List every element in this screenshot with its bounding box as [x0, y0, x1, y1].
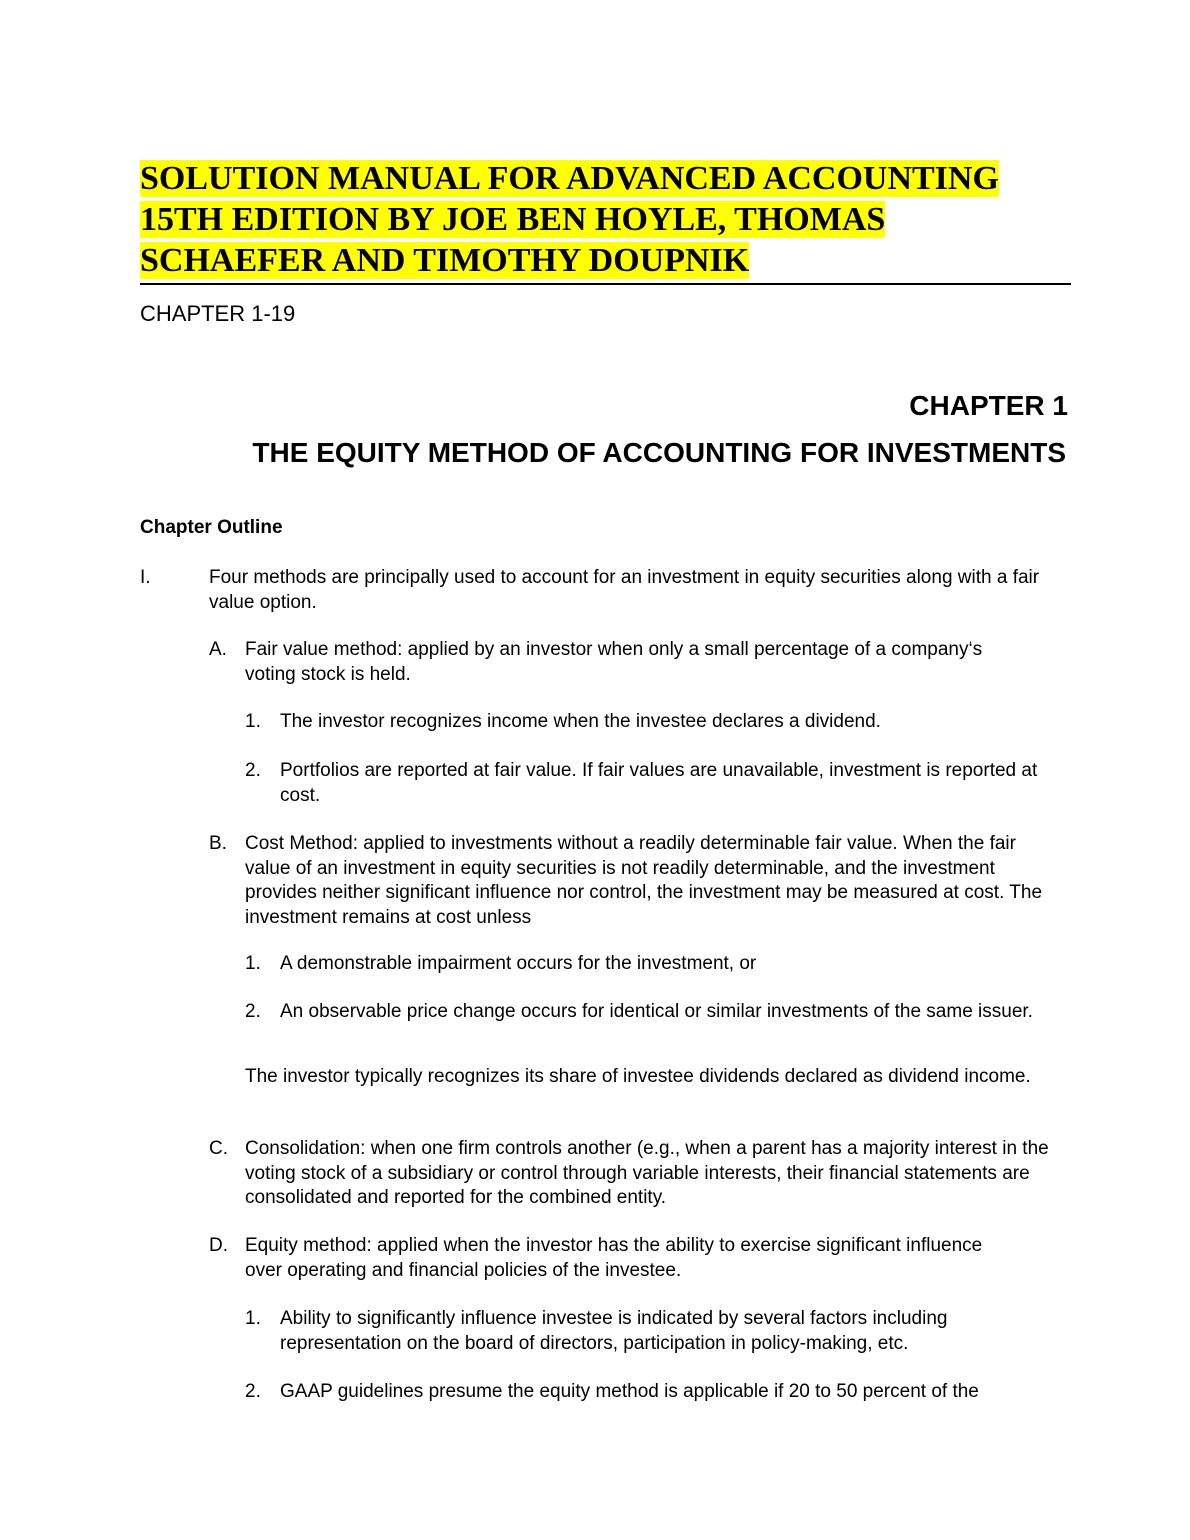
outline-marker-A: A.	[209, 639, 227, 660]
outline-marker-C: C.	[209, 1138, 228, 1159]
chapter-number-heading: CHAPTER 1	[909, 390, 1068, 421]
outline-marker-D: D.	[209, 1235, 228, 1256]
outline-item-D2: GAAP guidelines presume the equity method is applicable if 20 to 50 percent of the	[280, 1381, 979, 1402]
outline-item-A1: The investor recognizes income when the investee declares a dividend.	[280, 711, 881, 732]
outline-item-D1: Ability to significantly influence investee is indicated by several factors including representation on the board of directors, participation in policy-making, etc.	[280, 1308, 948, 1354]
outline-marker-A2: 2.	[245, 760, 261, 781]
outline-item-B: Cost Method: applied to investments without a readily determinable fair value. When the fair value of an investment in equity securities is not readily determinable, and the investment provides neither significant influence nor control, the investment may be measured at cost. The investment remains at cost unless	[245, 833, 1043, 928]
chapter-outline-heading: Chapter Outline	[140, 517, 283, 538]
chapter-title-heading: THE EQUITY METHOD OF ACCOUNTING FOR INVESTMENTS	[252, 437, 1066, 468]
chapter-range-subtitle: CHAPTER 1-19	[140, 301, 296, 326]
outline-marker-A1: 1.	[245, 711, 261, 732]
outline-item-I: Four methods are principally used to account for an investment in equity securities along with a fair value option.	[209, 567, 1040, 613]
outline-marker-B2: 2.	[245, 1001, 261, 1022]
title-line-3: SCHAEFER AND TIMOTHY DOUPNIK	[140, 242, 750, 279]
outline-marker-I: I.	[140, 567, 151, 588]
outline-item-A2: Portfolios are reported at fair value. If fair values are unavailable, investment is reported at cost.	[280, 760, 1038, 806]
title-line-1: SOLUTION MANUAL FOR ADVANCED ACCOUNTING	[140, 160, 999, 197]
outline-marker-D2: 2.	[245, 1381, 261, 1402]
outline-marker-D1: 1.	[245, 1308, 261, 1329]
outline-item-C: Consolidation: when one firm controls another (e.g., when a parent has a majority interest in the voting stock of a subsidiary or control through variable interests, their financial statements are consolidated and reported for the combined entity.	[245, 1138, 1049, 1208]
outline-item-B1: A demonstrable impairment occurs for the investment, or	[280, 953, 757, 974]
outline-note-B: The investor typically recognizes its share of investee dividends declared as dividend income.	[245, 1066, 1031, 1087]
title-line-2: 15TH EDITION BY JOE BEN HOYLE, THOMAS	[140, 201, 886, 238]
outline-marker-B: B.	[209, 833, 227, 854]
manual-title	[140, 158, 1071, 285]
outline-item-B2: An observable price change occurs for identical or similar investments of the same issuer.	[280, 1001, 1033, 1022]
outline-item-D: Equity method: applied when the investor has the ability to exercise significant influence over operating and financial policies of the investee.	[245, 1235, 983, 1281]
outline-item-A: Fair value method: applied by an investor when only a small percentage of a company‘s voting stock is held.	[245, 639, 983, 685]
outline-marker-B1: 1.	[245, 953, 261, 974]
